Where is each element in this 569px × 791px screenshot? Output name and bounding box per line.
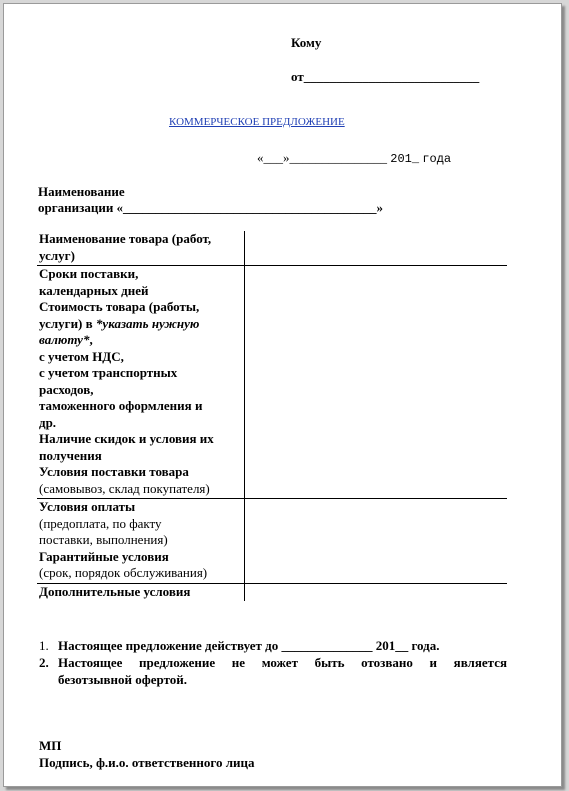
date-underline: _______________ xyxy=(289,150,387,165)
signature-line: Подпись, ф.и.о. ответственного лица xyxy=(39,755,255,770)
date-year-word: года xyxy=(422,152,452,166)
to-label: Кому xyxy=(291,35,322,50)
notes-list: 1. Настоящее предложение действует до ______________ 201__ года. 2. Настоящее предложение не может быть отозвано и является безотзывной офертой. xyxy=(39,638,507,687)
document-page xyxy=(3,3,562,787)
list-item: 2. Настоящее предложение не может быть отозвано и является xyxy=(39,655,507,670)
row-payment-warranty: Условия оплаты (предоплата, по факту поставки, выполнения) Гарантийные условия (срок, порядок обслуживания) xyxy=(37,499,245,584)
from-line: от___________________________ xyxy=(291,69,480,84)
table-row xyxy=(37,583,507,601)
table-row xyxy=(37,231,507,266)
value-cell[interactable] xyxy=(245,583,508,601)
organization-name-line: организации «_______________________________________» xyxy=(38,200,384,215)
organization-block xyxy=(38,184,383,216)
table-row xyxy=(37,499,507,584)
document-title: КОММЕРЧЕСКОЕ ПРЕДЛОЖЕНИЕ xyxy=(169,116,345,128)
value-cell[interactable] xyxy=(245,499,508,584)
stamp-label: МП xyxy=(39,738,62,753)
row-product-name: Наименование товара (работ, услуг) xyxy=(37,231,245,266)
date-year: 201_ xyxy=(390,152,420,166)
organization-label: Наименование xyxy=(38,184,125,199)
date-day-month: «___» xyxy=(257,150,290,165)
value-cell[interactable] xyxy=(245,266,508,499)
value-cell[interactable] xyxy=(245,231,508,266)
offer-table xyxy=(37,231,507,601)
list-item: 1. Настоящее предложение действует до ______________ 201__ года. xyxy=(39,638,440,653)
row-additional: Дополнительные условия xyxy=(37,583,245,601)
date-line xyxy=(257,150,451,166)
currency-hint: *указать нужную валюту* xyxy=(39,315,200,347)
row-delivery-cost-terms: Сроки поставки, календарных дней Стоимость товара (работы, услуги) в *указать нужную валюту*, с учетом НДС, с учетом транспортных расходов, таможенного оформления и др. Наличие скидок и условия их получения Условия поставки товара (самовывоз, склад покупателя) xyxy=(37,266,245,499)
table-row xyxy=(37,266,507,499)
